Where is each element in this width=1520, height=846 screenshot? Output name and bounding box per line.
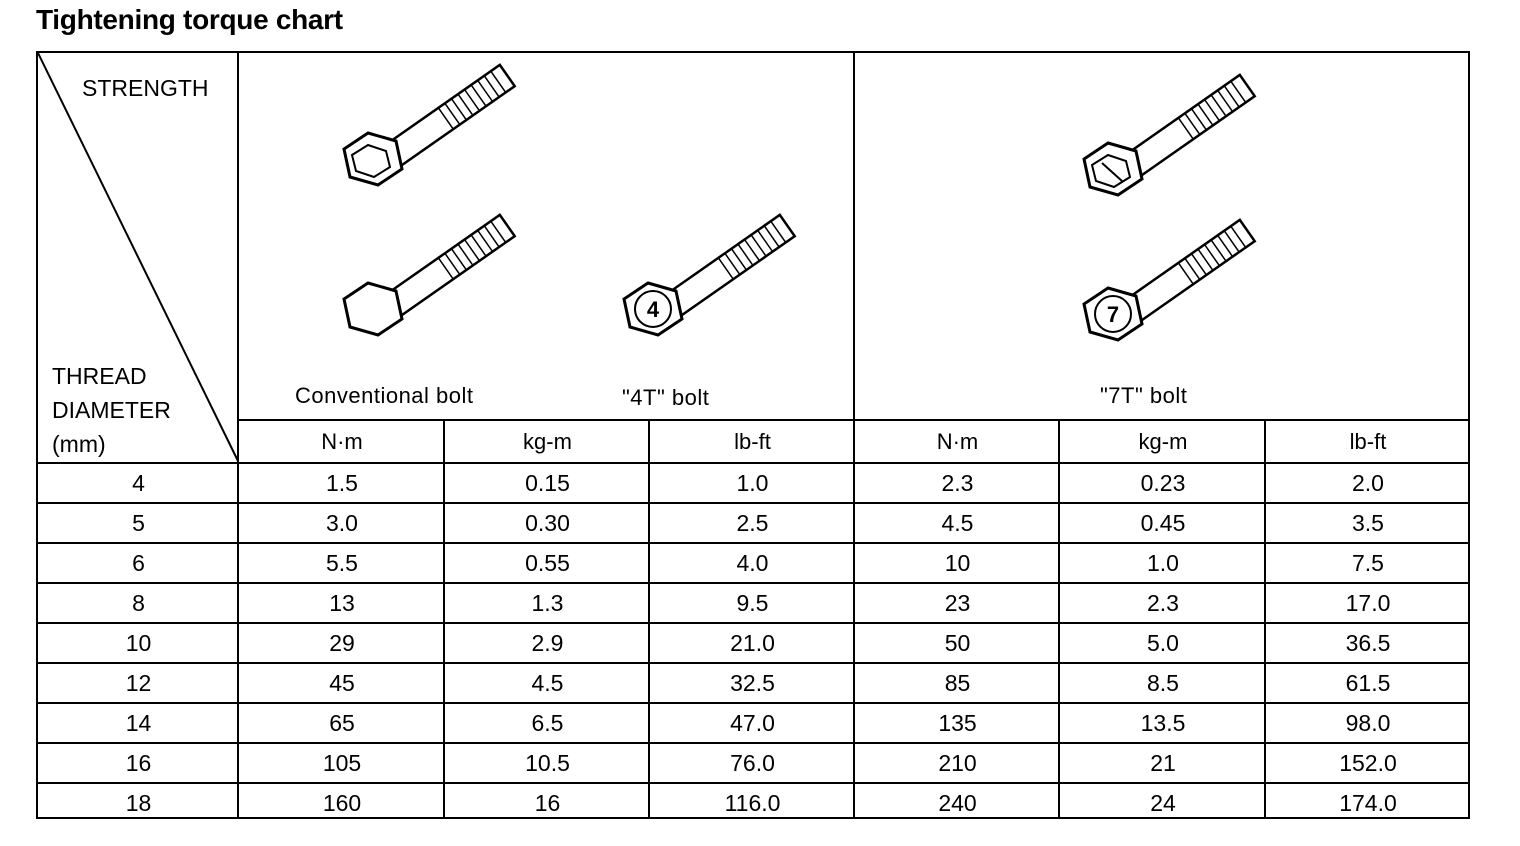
thread-diameter-cell: 18 [125,789,152,816]
torque-value-cell: 3.5 [1352,509,1384,536]
thread-diameter-cell: 16 [125,749,152,776]
thread-diameter-cell: 6 [132,549,145,576]
torque-value-cell: 1.3 [531,589,564,616]
torque-value-cell: 5.5 [326,549,358,576]
unit-header: lb-ft [734,428,771,454]
torque-value-cell: 24 [1150,789,1176,816]
torque-value-cell: 116.0 [724,789,781,816]
thread-label-line3: (mm) [52,431,106,457]
torque-value-cell: 4.5 [941,509,974,536]
torque-value-cell: 3.0 [326,509,358,536]
torque-value-cell: 160 [322,789,362,816]
torque-value-cell: 50 [944,629,971,656]
thread-diameter-cell: 4 [132,469,145,496]
torque-value-cell: 2.5 [736,509,769,536]
torque-value-cell: 7.5 [1352,549,1384,576]
torque-value-cell: 2.3 [941,469,974,496]
torque-value-cell: 2.3 [1147,589,1179,616]
torque-value-cell: 10 [944,549,971,576]
page-title: Tightening torque chart [36,4,343,35]
torque-value-cell: 210 [938,749,977,776]
torque-value-cell: 105 [322,749,362,776]
thread-label-line1: THREAD [52,363,147,389]
torque-value-cell: 32.5 [730,669,775,696]
torque-value-cell: 21 [1150,749,1176,776]
torque-table [36,51,1470,819]
torque-value-cell: 21.0 [730,629,775,656]
7t-mark: 7 [1106,302,1120,327]
thread-diameter-cell: 8 [132,589,145,616]
torque-value-cell: 98.0 [1345,709,1391,736]
torque-value-cell: 0.30 [525,509,570,536]
torque-value-cell: 4.5 [531,669,564,696]
torque-value-cell: 152.0 [1339,749,1397,776]
torque-value-cell: 23 [944,589,971,616]
unit-header: N·m [936,428,979,454]
conventional-bolt-label: Conventional bolt [295,383,474,408]
torque-value-cell: 5.0 [1147,629,1179,656]
torque-value-cell: 2.0 [1352,469,1384,496]
thread-diameter-cell: 14 [125,709,152,736]
torque-value-cell: 76.0 [730,749,775,776]
torque-value-cell: 36.5 [1345,629,1391,656]
unit-header: N·m [321,428,363,454]
torque-value-cell: 0.55 [525,549,570,576]
4t-bolt-label: "4T" bolt [622,385,710,410]
4t-bolt-icon [608,213,808,363]
torque-value-cell: 1.0 [736,469,769,496]
torque-value-cell: 4.0 [736,549,769,576]
torque-value-cell: 2.9 [531,629,564,656]
torque-value-cell: 174.0 [1339,789,1397,816]
thread-diameter-cell: 12 [125,669,152,696]
torque-value-cell: 1.5 [326,469,358,496]
torque-value-cell: 240 [938,789,977,816]
torque-value-cell: 13.5 [1140,709,1186,736]
torque-value-cell: 85 [944,669,971,696]
unit-header: kg-m [523,428,572,454]
torque-value-cell: 61.5 [1345,669,1391,696]
torque-value-cell: 10.5 [525,749,570,776]
thread-diameter-cell: 5 [132,509,145,536]
7t-bolt-marked-icon [1068,218,1268,368]
torque-value-cell: 47.0 [730,709,775,736]
torque-value-cell: 16 [534,789,561,816]
torque-value-cell: 9.5 [736,589,769,616]
torque-value-cell: 65 [329,709,355,736]
thread-label-line2: DIAMETER [52,397,171,423]
7t-bolt-label: "7T" bolt [1100,383,1188,408]
conventional-bolt-hex-icon [328,63,528,213]
thread-diameter-cell: 10 [125,629,152,656]
conventional-bolt-plain-icon [328,213,528,363]
strength-label: STRENGTH [82,75,209,101]
unit-header: kg-m [1138,428,1188,454]
unit-header: lb-ft [1349,428,1387,454]
torque-value-cell: 0.45 [1140,509,1186,536]
torque-value-cell: 0.15 [525,469,570,496]
torque-value-cell: 13 [329,589,355,616]
7t-bolt-icon [1068,73,1268,223]
torque-value-cell: 1.0 [1147,549,1179,576]
torque-value-cell: 135 [938,709,977,736]
torque-value-cell: 17.0 [1345,589,1391,616]
torque-value-cell: 0.23 [1140,469,1186,496]
torque-value-cell: 45 [329,669,355,696]
torque-value-cell: 6.5 [531,709,564,736]
4t-mark: 4 [646,297,660,322]
torque-value-cell: 8.5 [1147,669,1179,696]
torque-value-cell: 29 [329,629,355,656]
